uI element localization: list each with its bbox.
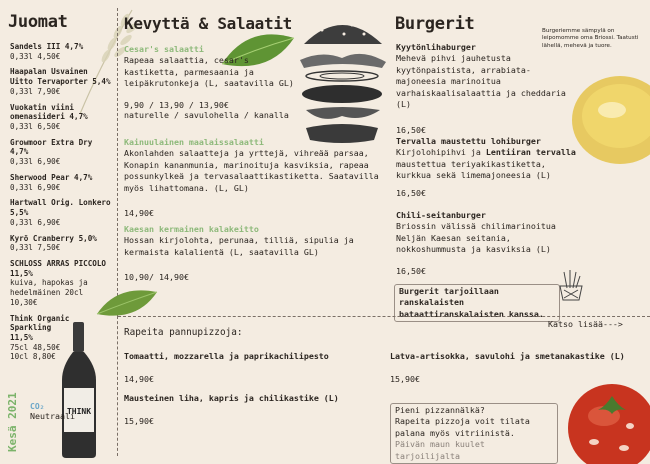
olive-oil-bowl-icon <box>566 70 650 170</box>
pizza-item: Mausteinen liha, kapris ja chilikastike (L) 15,90€ <box>124 393 339 427</box>
pizza-item: Tomaatti, mozzarella ja paprikachilipesto 14,90€ <box>124 351 329 385</box>
drink-item: Vuokatin viini omenasiideri 4,7% 0,33l 6,50€ <box>10 102 88 132</box>
season-label: Kesä 2021 <box>6 392 19 452</box>
column-divider <box>117 8 118 316</box>
salad-item: Kaesan kermainen kalakeitto Hossan kirjolohta, perunaa, tilliä, sipulia ja kermaista kalalientä (L, saatavilla GL) 10,90/ 14,90€ <box>124 224 354 283</box>
pizza-title: Rapeita pannupizzoja: <box>124 327 243 338</box>
burger-item: Tervalla maustettu lohiburger Kirjolohipihvi ja Lentiiran tervalla maustettua teriyakikastiketta, kurkkua sekä limemajoneesia (L) 16,50€ <box>396 136 576 198</box>
drink-item: Sherwood Pear 4,7% 0,33l 6,90€ <box>10 172 93 192</box>
column-divider-lower <box>117 316 118 456</box>
drink-item: Haapalan Usvainen Uitto Tervaporter 5,4% 0,33l 7,90€ <box>10 67 111 96</box>
drink-item: Think Organic Sparkling 11,5% 75cl 48,50€ 10cl 8,80€ <box>10 313 70 362</box>
section-divider <box>118 316 650 317</box>
drinks-title: Juomat <box>8 12 68 32</box>
see-more-link[interactable]: Katso lisää---> <box>548 319 623 329</box>
pizza-slice-note: Pieni pizzannälkä? Rapeita pizzoja voit tilata palana myös vitriinistä. Päivän maun kuulet tarjoilijalta <box>390 403 558 464</box>
drink-item: Hartwall Orig. Lonkero 5,5% 0,33l 6,90€ <box>10 198 111 227</box>
drink-item: Kyrö Cranberry 5,0% 0,33l 7,50€ <box>10 233 97 253</box>
fries-icon <box>556 268 586 302</box>
burger-item: Chili-seitanburger Briossin välissä chilimarinoitua Neljän Kaesan seitania, nokkoshummusta ja kasviksia (L) 16,50€ <box>396 210 556 276</box>
fries-note: Burgerit tarjoillaan ranskalaisten bataattiranskalaisten kanssa. <box>394 284 560 322</box>
salads-title: Kevyttä & Salaatit <box>124 14 292 33</box>
pizza-item: Latva-artisokka, savulohi ja smetanakastike (L) 15,90€ <box>390 351 625 385</box>
drink-item: SCHLOSS ARRAS PICCOLO 11,5% kuiva, hapokas ja hedelmäinen 20cl 10,30€ <box>10 258 107 307</box>
drink-item: Growmoor Extra Dry 4,7% 0,33l 6,90€ <box>10 137 93 167</box>
burgers-title: Burgerit <box>395 14 475 34</box>
tomato-icon <box>564 376 650 464</box>
burger-item: Kyytönlihaburger Mehevä pihvi jauhetusta kyytönpaistista, arrabiata-majoneesia marinoitua varhaiskaalisalaattia ja cheddaria (L) 16,50€ <box>396 42 566 135</box>
salad-item: Cesar's salaatti Rapeaa salaattia, cesar's kastiketta, parmesaania ja leipäkrutonkeja (L, saatavilla GL) 9,90 / 13,90 / 13,90€ naturelle / savulohella / kanalla <box>124 44 294 120</box>
wine-bottle-icon <box>54 322 104 458</box>
burger-bun-note: Burgeriemme sämpylä on leipomomme oma Briossi. Taatusti lähellä, mehevä ja tuore. <box>542 28 639 49</box>
salad-item: Kainuulainen maalaissalaatti Akonlahden salaatteja ja yrttejä, vihreää parsaa, Konapin kananmunia, marinoituja kasviksia, rapeaa possunkylkeä ja tervasalaattikastiketta. Saatavilla myös lihattomana. (L, GL) 14,90€ <box>124 137 379 219</box>
basil-leaf-icon <box>92 284 162 324</box>
burger-illustration <box>292 10 392 146</box>
drink-item: Sandels III 4,7% 0,33l 4,50€ <box>10 42 84 61</box>
svg-text:THINK: THINK <box>66 407 92 416</box>
co2-badge: CO₂ Neutraali <box>30 402 75 421</box>
